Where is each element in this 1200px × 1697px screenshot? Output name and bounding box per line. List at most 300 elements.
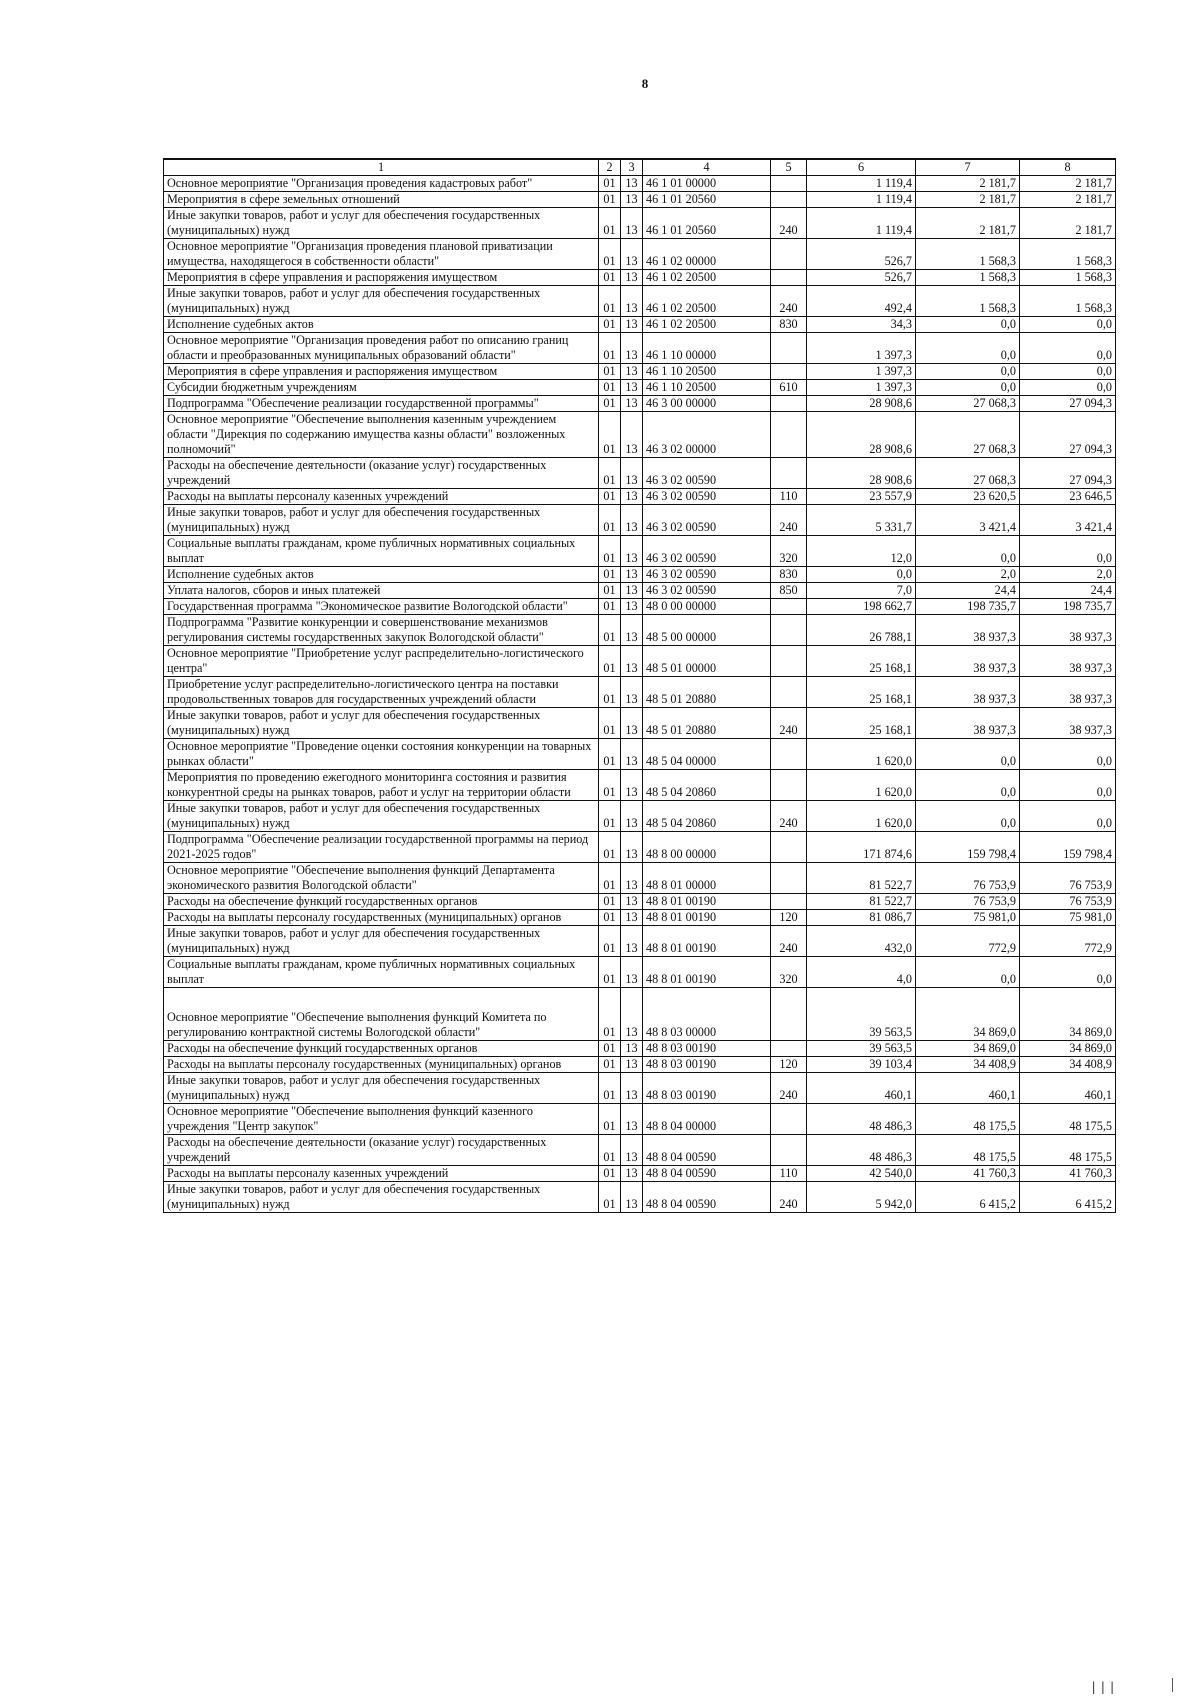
expense-type-code: [771, 646, 807, 677]
amount-col8: [1020, 458, 1116, 489]
amount-col6: [807, 1166, 916, 1182]
target-item-code-text: 48 5 04 00000: [646, 754, 717, 768]
amount-col8-text: 772,9: [1084, 941, 1112, 955]
table-row: [164, 599, 1116, 615]
amount-col6-text: 1 397,3: [875, 380, 912, 394]
target-item-code-text: 48 8 04 00590: [646, 1197, 717, 1211]
table-header-row: [164, 159, 1116, 176]
subsection-code-text: 13: [625, 380, 638, 394]
section-code: [599, 863, 621, 894]
amount-col8: [1020, 910, 1116, 926]
section-code-text: 01: [603, 941, 616, 955]
target-item-code: [643, 957, 771, 988]
expense-type-code: [771, 192, 807, 208]
amount-col6-text: 25 168,1: [869, 692, 912, 706]
expense-type-code: [771, 1073, 807, 1104]
section-code-text: 01: [603, 878, 616, 892]
amount-col7-text: 34 869,0: [973, 1025, 1016, 1039]
subsection-code-text: 13: [625, 785, 638, 799]
row-name: [164, 615, 599, 646]
amount-col6: [807, 926, 916, 957]
amount-col6: [807, 176, 916, 192]
amount-col7-text: 27 068,3: [973, 442, 1016, 456]
row-name-text: Основное мероприятие "Обеспечение выполнения функций Департамента экономического развития Вологодской области": [167, 863, 555, 892]
expense-type-code: [771, 364, 807, 380]
section-code-text: 01: [603, 723, 616, 737]
target-item-code-text: 48 8 03 00190: [646, 1088, 717, 1102]
subsection-code: [621, 239, 643, 270]
amount-col6-text: 48 486,3: [869, 1150, 912, 1164]
amount-col7: [916, 832, 1020, 863]
expense-type-code: [771, 208, 807, 239]
amount-col8-text: 0,0: [1096, 380, 1112, 394]
row-name-text: Расходы на обеспечение деятельности (оказание услуг) государственных учреждений: [167, 1135, 547, 1164]
row-name: [164, 412, 599, 458]
row-name-text: Иные закупки товаров, работ и услуг для обеспечения государственных (муниципальных) нужд: [167, 708, 541, 737]
amount-col7: [916, 988, 1020, 1041]
amount-col7: [916, 1166, 1020, 1182]
section-code-text: 01: [603, 1150, 616, 1164]
amount-col8-text: 0,0: [1096, 317, 1112, 331]
table-row: [164, 317, 1116, 333]
amount-col6-text: 5 331,7: [875, 520, 912, 534]
expense-type-code-text: 120: [779, 910, 798, 924]
section-code: [599, 239, 621, 270]
row-name: [164, 192, 599, 208]
amount-col6-text: 5 942,0: [875, 1197, 912, 1211]
subsection-code: [621, 1166, 643, 1182]
row-name-text: Иные закупки товаров, работ и услуг для обеспечения государственных (муниципальных) нужд: [167, 1073, 541, 1102]
expense-type-code-text: 240: [779, 1088, 798, 1102]
amount-col7: [916, 1041, 1020, 1057]
row-name-text: Основное мероприятие "Организация проведения плановой приватизации имущества, находящегося в собственности области": [167, 239, 553, 268]
row-name: [164, 646, 599, 677]
amount-col6-text: 0,0: [896, 567, 912, 581]
amount-col8-text: 2 181,7: [1075, 192, 1112, 206]
amount-col7-text: 2,0: [1000, 567, 1016, 581]
amount-col8: [1020, 333, 1116, 364]
subsection-code-text: 13: [625, 364, 638, 378]
table-row: [164, 505, 1116, 536]
amount-col7-text: 41 760,3: [973, 1166, 1016, 1180]
subsection-code-text: 13: [625, 754, 638, 768]
row-name: [164, 957, 599, 988]
target-item-code-text: 48 8 04 00000: [646, 1119, 717, 1133]
table-row: [164, 583, 1116, 599]
amount-col6: [807, 599, 916, 615]
amount-col7: [916, 505, 1020, 536]
table-row: [164, 208, 1116, 239]
table-row: [164, 396, 1116, 412]
expense-type-code: [771, 396, 807, 412]
target-item-code: [643, 646, 771, 677]
amount-col8: [1020, 894, 1116, 910]
scan-edge-line: [1172, 1678, 1173, 1692]
row-name-text: Основное мероприятие "Приобретение услуг распределительно-логистического центра": [167, 646, 584, 675]
subsection-code: [621, 396, 643, 412]
expense-type-code-text: 240: [779, 816, 798, 830]
row-name-text: Мероприятия в сфере земельных отношений: [167, 192, 400, 206]
row-name: [164, 677, 599, 708]
target-item-code-text: 46 3 02 00590: [646, 520, 717, 534]
section-code-text: 01: [603, 1197, 616, 1211]
amount-col8-text: 1 568,3: [1075, 254, 1112, 268]
amount-col7-text: 34 408,9: [973, 1057, 1016, 1071]
section-code-text: 01: [603, 1041, 616, 1055]
subsection-code-text: 13: [625, 630, 638, 644]
table-row: [164, 894, 1116, 910]
expense-type-code: [771, 1182, 807, 1213]
target-item-code: [643, 1166, 771, 1182]
section-code: [599, 192, 621, 208]
amount-col6: [807, 910, 916, 926]
column-header: 6: [807, 159, 916, 176]
section-code: [599, 412, 621, 458]
section-code-text: 01: [603, 1088, 616, 1102]
subsection-code: [621, 364, 643, 380]
subsection-code: [621, 957, 643, 988]
table-row: [164, 489, 1116, 505]
target-item-code: [643, 176, 771, 192]
amount-col6-text: 1 397,3: [875, 364, 912, 378]
subsection-code: [621, 1057, 643, 1073]
row-name: [164, 286, 599, 317]
target-item-code: [643, 567, 771, 583]
row-name-text: Иные закупки товаров, работ и услуг для обеспечения государственных (муниципальных) нужд: [167, 208, 541, 237]
table-row: [164, 192, 1116, 208]
amount-col6: [807, 1057, 916, 1073]
amount-col8-text: 198 735,7: [1063, 599, 1112, 613]
amount-col8: [1020, 770, 1116, 801]
target-item-code: [643, 599, 771, 615]
row-name-text: Расходы на выплаты персоналу казенных учреждений: [167, 489, 449, 503]
table-row: [164, 863, 1116, 894]
amount-col7: [916, 926, 1020, 957]
amount-col7: [916, 1135, 1020, 1166]
target-item-code-text: 48 8 04 00590: [646, 1166, 717, 1180]
expense-type-code-text: 850: [779, 583, 798, 597]
table-row: [164, 1182, 1116, 1213]
amount-col7: [916, 458, 1020, 489]
row-name: [164, 239, 599, 270]
section-code: [599, 536, 621, 567]
amount-col6: [807, 1104, 916, 1135]
subsection-code: [621, 536, 643, 567]
amount-col7: [916, 677, 1020, 708]
subsection-code-text: 13: [625, 1057, 638, 1071]
page-number: 8: [641, 76, 649, 91]
subsection-code: [621, 333, 643, 364]
section-code: [599, 677, 621, 708]
amount-col6-text: 1 620,0: [875, 785, 912, 799]
subsection-code: [621, 615, 643, 646]
amount-col7-text: 0,0: [1000, 348, 1016, 362]
amount-col6-text: 25 168,1: [869, 723, 912, 737]
amount-col7-text: 38 937,3: [973, 692, 1016, 706]
amount-col7-text: 1 568,3: [979, 254, 1016, 268]
target-item-code-text: 46 1 10 00000: [646, 348, 717, 362]
amount-col7: [916, 1073, 1020, 1104]
row-name-text: Исполнение судебных актов: [167, 567, 314, 581]
amount-col8: [1020, 270, 1116, 286]
amount-col7-text: 38 937,3: [973, 630, 1016, 644]
table-row: [164, 957, 1116, 988]
amount-col6: [807, 286, 916, 317]
section-code-text: 01: [603, 348, 616, 362]
target-item-code: [643, 615, 771, 646]
table-row: [164, 677, 1116, 708]
section-code: [599, 176, 621, 192]
expense-type-code: [771, 505, 807, 536]
section-code: [599, 615, 621, 646]
amount-col7: [916, 599, 1020, 615]
expense-type-code-text: 110: [779, 489, 798, 503]
amount-col7: [916, 536, 1020, 567]
amount-col7: [916, 286, 1020, 317]
subsection-code-text: 13: [625, 1166, 638, 1180]
target-item-code-text: 46 1 01 00000: [646, 176, 717, 190]
amount-col6: [807, 739, 916, 770]
row-name: [164, 536, 599, 567]
expense-type-code-text: 320: [779, 551, 798, 565]
section-code-text: 01: [603, 489, 616, 503]
target-item-code: [643, 739, 771, 770]
subsection-code-text: 13: [625, 1197, 638, 1211]
subsection-code: [621, 412, 643, 458]
amount-col8-text: 48 175,5: [1069, 1119, 1112, 1133]
section-code-text: 01: [603, 223, 616, 237]
row-name: [164, 489, 599, 505]
expense-type-code-text: 240: [779, 301, 798, 315]
amount-col8-text: 0,0: [1096, 364, 1112, 378]
subsection-code-text: 13: [625, 520, 638, 534]
target-item-code-text: 48 5 01 00000: [646, 661, 717, 675]
row-name-text: Основное мероприятие "Организация проведения кадастровых работ": [167, 176, 533, 190]
amount-col8: [1020, 739, 1116, 770]
section-code: [599, 894, 621, 910]
amount-col6-text: 1 397,3: [875, 348, 912, 362]
row-name: [164, 1104, 599, 1135]
amount-col6: [807, 567, 916, 583]
section-code-text: 01: [603, 1166, 616, 1180]
row-name: [164, 599, 599, 615]
target-item-code: [643, 1182, 771, 1213]
expense-type-code: [771, 458, 807, 489]
amount-col7-text: 27 068,3: [973, 396, 1016, 410]
amount-col8-text: 34 869,0: [1069, 1025, 1112, 1039]
amount-col7: [916, 910, 1020, 926]
expense-type-code: [771, 567, 807, 583]
expense-type-code-text: 610: [779, 380, 798, 394]
section-code: [599, 364, 621, 380]
amount-col6: [807, 832, 916, 863]
target-item-code-text: 48 5 04 20860: [646, 785, 717, 799]
amount-col6-text: 81 522,7: [869, 894, 912, 908]
amount-col8-text: 159 798,4: [1063, 847, 1112, 861]
amount-col8-text: 2 181,7: [1075, 223, 1112, 237]
subsection-code: [621, 1073, 643, 1104]
amount-col7: [916, 957, 1020, 988]
subsection-code: [621, 176, 643, 192]
row-name: [164, 770, 599, 801]
subsection-code: [621, 567, 643, 583]
section-code-text: 01: [603, 599, 616, 613]
amount-col6: [807, 333, 916, 364]
target-item-code-text: 46 3 02 00590: [646, 551, 717, 565]
expense-type-code: [771, 739, 807, 770]
amount-col8-text: 76 753,9: [1069, 878, 1112, 892]
amount-col8: [1020, 286, 1116, 317]
amount-col7-text: 2 181,7: [979, 223, 1016, 237]
target-item-code: [643, 926, 771, 957]
amount-col7-text: 75 981,0: [973, 910, 1016, 924]
amount-col8: [1020, 1135, 1116, 1166]
target-item-code-text: 46 3 02 00000: [646, 442, 717, 456]
amount-col6-text: 492,4: [884, 301, 912, 315]
section-code: [599, 380, 621, 396]
section-code-text: 01: [603, 1119, 616, 1133]
amount-col8: [1020, 364, 1116, 380]
expense-type-code: [771, 1135, 807, 1166]
row-name-text: Подпрограмма "Развитие конкуренции и совершенствование механизмов регулирования системы государственных закупок Вологодской области": [167, 615, 548, 644]
amount-col6-text: 34,3: [890, 317, 912, 331]
subsection-code-text: 13: [625, 583, 638, 597]
row-name: [164, 567, 599, 583]
section-code-text: 01: [603, 567, 616, 581]
section-code-text: 01: [603, 785, 616, 799]
section-code: [599, 270, 621, 286]
amount-col8: [1020, 412, 1116, 458]
scan-edge-marks: |||: [1090, 1680, 1118, 1694]
expense-type-code: [771, 239, 807, 270]
amount-col8-text: 23 646,5: [1069, 489, 1112, 503]
amount-col7: [916, 894, 1020, 910]
amount-col7-text: 24,4: [994, 583, 1016, 597]
amount-col6-text: 1 620,0: [875, 754, 912, 768]
amount-col8: [1020, 863, 1116, 894]
target-item-code-text: 46 1 10 20500: [646, 364, 717, 378]
expense-type-code: [771, 380, 807, 396]
amount-col7: [916, 1104, 1020, 1135]
target-item-code: [643, 333, 771, 364]
row-name-text: Расходы на обеспечение функций государственных органов: [167, 894, 478, 908]
amount-col8: [1020, 801, 1116, 832]
target-item-code: [643, 1104, 771, 1135]
amount-col7-text: 0,0: [1000, 816, 1016, 830]
amount-col8-text: 38 937,3: [1069, 630, 1112, 644]
amount-col7-text: 1 568,3: [979, 270, 1016, 284]
amount-col7: [916, 863, 1020, 894]
amount-col7: [916, 489, 1020, 505]
amount-col7-text: 6 415,2: [979, 1197, 1016, 1211]
row-name-text: Мероприятия в сфере управления и распоряжения имуществом: [167, 270, 498, 284]
target-item-code-text: 46 1 02 20500: [646, 270, 717, 284]
expense-type-code: [771, 286, 807, 317]
target-item-code-text: 46 1 01 20560: [646, 223, 717, 237]
amount-col6-text: 39 563,5: [869, 1041, 912, 1055]
section-code-text: 01: [603, 317, 616, 331]
amount-col6-text: 171 874,6: [863, 847, 912, 861]
table-row: [164, 176, 1116, 192]
section-code: [599, 567, 621, 583]
amount-col7-text: 159 798,4: [967, 847, 1016, 861]
amount-col6-text: 25 168,1: [869, 661, 912, 675]
subsection-code: [621, 317, 643, 333]
target-item-code: [643, 489, 771, 505]
amount-col8-text: 27 094,3: [1069, 442, 1112, 456]
amount-col6-text: 23 557,9: [869, 489, 912, 503]
row-name-text: Основное мероприятие "Проведение оценки состояния конкуренции на товарных рынках области": [167, 739, 592, 768]
amount-col7: [916, 583, 1020, 599]
row-name: [164, 801, 599, 832]
section-code-text: 01: [603, 551, 616, 565]
section-code-text: 01: [603, 520, 616, 534]
amount-col6: [807, 1041, 916, 1057]
amount-col8: [1020, 1182, 1116, 1213]
subsection-code: [621, 677, 643, 708]
amount-col6: [807, 364, 916, 380]
table-row: [164, 1057, 1116, 1073]
subsection-code-text: 13: [625, 1088, 638, 1102]
amount-col8: [1020, 583, 1116, 599]
subsection-code-text: 13: [625, 661, 638, 675]
section-code: [599, 505, 621, 536]
table-row: [164, 739, 1116, 770]
section-code: [599, 910, 621, 926]
subsection-code-text: 13: [625, 254, 638, 268]
row-name: [164, 1073, 599, 1104]
row-name: [164, 1135, 599, 1166]
amount-col7-text: 3 421,4: [979, 520, 1016, 534]
amount-col7-text: 460,1: [988, 1088, 1016, 1102]
section-code: [599, 1166, 621, 1182]
amount-col6: [807, 1182, 916, 1213]
subsection-code: [621, 458, 643, 489]
expense-type-code-text: 240: [779, 723, 798, 737]
target-item-code: [643, 505, 771, 536]
subsection-code-text: 13: [625, 348, 638, 362]
amount-col8: [1020, 1073, 1116, 1104]
section-code-text: 01: [603, 192, 616, 206]
section-code: [599, 739, 621, 770]
table-row: [164, 832, 1116, 863]
subsection-code: [621, 270, 643, 286]
amount-col8: [1020, 489, 1116, 505]
target-item-code-text: 46 1 10 20500: [646, 380, 717, 394]
subsection-code-text: 13: [625, 442, 638, 456]
column-header: 5: [771, 159, 807, 176]
section-code: [599, 926, 621, 957]
section-code: [599, 208, 621, 239]
target-item-code-text: 48 0 00 00000: [646, 599, 717, 613]
subsection-code: [621, 770, 643, 801]
amount-col6: [807, 677, 916, 708]
row-name-text: Иные закупки товаров, работ и услуг для обеспечения государственных (муниципальных) нужд: [167, 926, 541, 955]
expense-type-code-text: 110: [779, 1166, 798, 1180]
row-name-text: Субсидии бюджетным учреждениям: [167, 380, 357, 394]
table-row: [164, 364, 1116, 380]
row-name: [164, 176, 599, 192]
amount-col6-text: 39 563,5: [869, 1025, 912, 1039]
amount-col6-text: 48 486,3: [869, 1119, 912, 1133]
table-row: [164, 536, 1116, 567]
amount-col8-text: 3 421,4: [1075, 520, 1112, 534]
row-name: [164, 988, 599, 1041]
row-name-text: Исполнение судебных актов: [167, 317, 314, 331]
row-name-text: Социальные выплаты гражданам, кроме публичных нормативных социальных выплат: [167, 957, 576, 986]
section-code-text: 01: [603, 442, 616, 456]
row-name-text: Уплата налогов, сборов и иных платежей: [167, 583, 381, 597]
